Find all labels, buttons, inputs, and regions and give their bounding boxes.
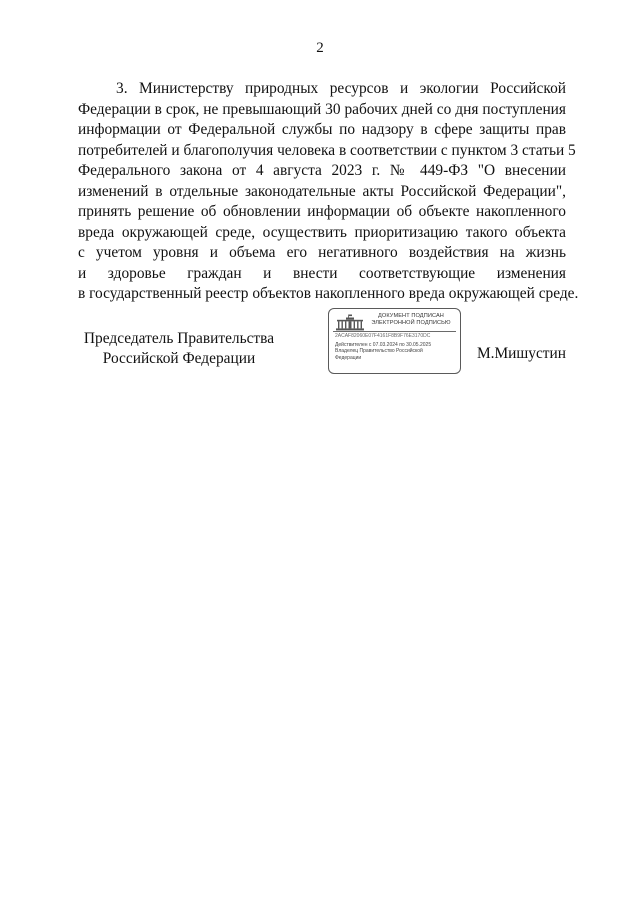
stamp-divider	[333, 331, 456, 332]
signer-position	[74, 329, 284, 369]
signer-name: М.Мишустин	[476, 345, 566, 362]
paragraph-line: и здоровье граждан и внести соответствующие изменения	[78, 264, 566, 282]
government-building-emblem-icon	[335, 314, 365, 332]
certificate-number: 2ACAF82060E07F4161F8B9F76E3170DC	[335, 333, 431, 339]
electronic-signature-stamp	[328, 308, 461, 374]
stamp-header-line: ЭЛЕКТРОННОЙ ПОДПИСЬЮ	[371, 320, 451, 326]
paragraph-line: в государственный реестр объектов накопленного вреда окружающей среде.	[78, 285, 579, 302]
certificate-owner: Федерации	[335, 354, 362, 361]
page-number: 2	[316, 40, 324, 56]
resolution-paragraph	[78, 79, 579, 305]
paragraph-line: Федерации в срок, не превышающий 30 рабочих дней со дня поступления	[78, 100, 566, 118]
paragraph-line: Федерального закона от 4 августа 2023 г. № 449-ФЗ "О внесении	[78, 162, 566, 179]
paragraph-line: информации от Федеральной службы по надзору в сфере защиты прав	[78, 121, 566, 138]
certificate-owner: Владелец Правительство Российской	[335, 348, 423, 355]
paragraph-line: с учетом уровня и объема его негативного воздействия на жизнь	[78, 244, 566, 261]
paragraph-line: вреда окружающей среде, осуществить приоритизацию такого объекта	[78, 223, 566, 241]
signer-title-line: Российской Федерации	[102, 350, 256, 367]
paragraph-line: потребителей и благополучия человека в соответствии с пунктом 3 статьи 5	[78, 141, 576, 159]
paragraph-line: 3. Министерству природных ресурсов и экологии Российской	[116, 80, 566, 97]
stamp-header-line: ДОКУМЕНТ ПОДПИСАН	[378, 313, 444, 319]
paragraph-line: принять решение об обновлении информации об объекте накопленного	[78, 203, 566, 220]
certificate-validity: Действителен с 07.03.2024 по 30.05.2025	[335, 342, 432, 348]
stamp-header	[367, 313, 455, 327]
signer-title-line: Председатель Правительства	[83, 330, 275, 347]
paragraph-line: изменений в отдельные законодательные акты Российской Федерации",	[78, 182, 566, 200]
certificate-details	[335, 342, 457, 361]
